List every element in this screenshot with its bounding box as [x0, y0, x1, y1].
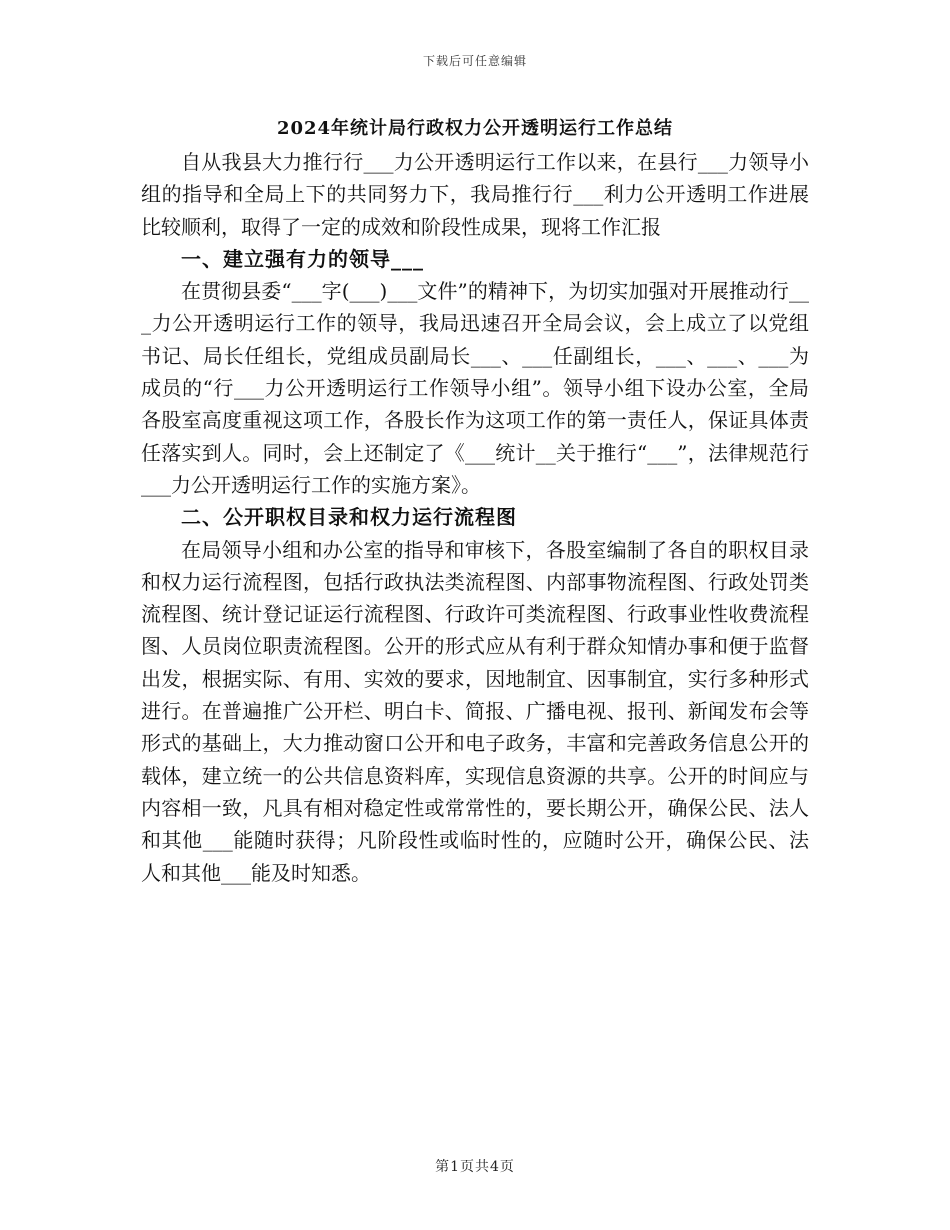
page-number: 第1页共4页 — [435, 1159, 515, 1175]
section-heading-1: 一、建立强有力的领导___ — [181, 246, 424, 271]
section-paragraph-1: 在贯彻县委“___字(___)___文件”的精神下，为切实加强对开展推动行___力公开透明运行工作的领导，我局迅速召开全局会议，会上成立了以党组书记、局长任组长，党组成员副局长___、___任副组长，___、___、___为成员的“行___力公开透明运行工作领导小组”。领导小组下设办公室，全局各股室高度重视这项工作，各股长作为这项工作的第一责任人，保证具体责任落实到人。同时，会上还制定了《___统计__关于推行“___”，法律规范行___力公开透明运行工作的实施方案》。 — [141, 279, 809, 497]
section-paragraph-2: 在局领导小组和办公室的指导和审核下，各股室编制了各自的职权目录和权力运行流程图，包括行政执法类流程图、内部事物流程图、行政处罚类流程图、统计登记证运行流程图、行政许可类流程图、行政事业性收费流程图、人员岗位职责流程图。公开的形式应从有利于群众知情办事和便于监督出发，根据实际、有用、实效的要求，因地制宜、因事制宜，实行多种形式进行。在普遍推广公开栏、明白卡、简报、广播电视、报刊、新闻发布会等形式的基础上，大力推动窗口公开和电子政务，丰富和完善政务信息公开的载体，建立统一的公共信息资料库，实现信息资源的共享。公开的时间应与内容相一致，凡具有相对稳定性或常常性的，要长期公开，确保公民、法人和其他___能随时获得；凡阶段性或临时性的，应随时公开，确保公民、法人和其他___能及时知悉。 — [141, 537, 809, 885]
intro-paragraph: 自从我县大力推行行___力公开透明运行工作以来，在县行___力领导小组的指导和全局上下的共同努力下，我局推行行___利力公开透明工作进展比较顺利，取得了一定的成效和阶段性成果，现将工作汇报 — [141, 150, 809, 239]
section-heading-2: 二、公开职权目录和权力运行流程图 — [181, 505, 517, 530]
document-title: 2024年统计局行政权力公开透明运行工作总结 — [276, 118, 674, 139]
page-header-note: 下载后可任意编辑 — [422, 54, 527, 68]
document-body — [141, 146, 809, 889]
